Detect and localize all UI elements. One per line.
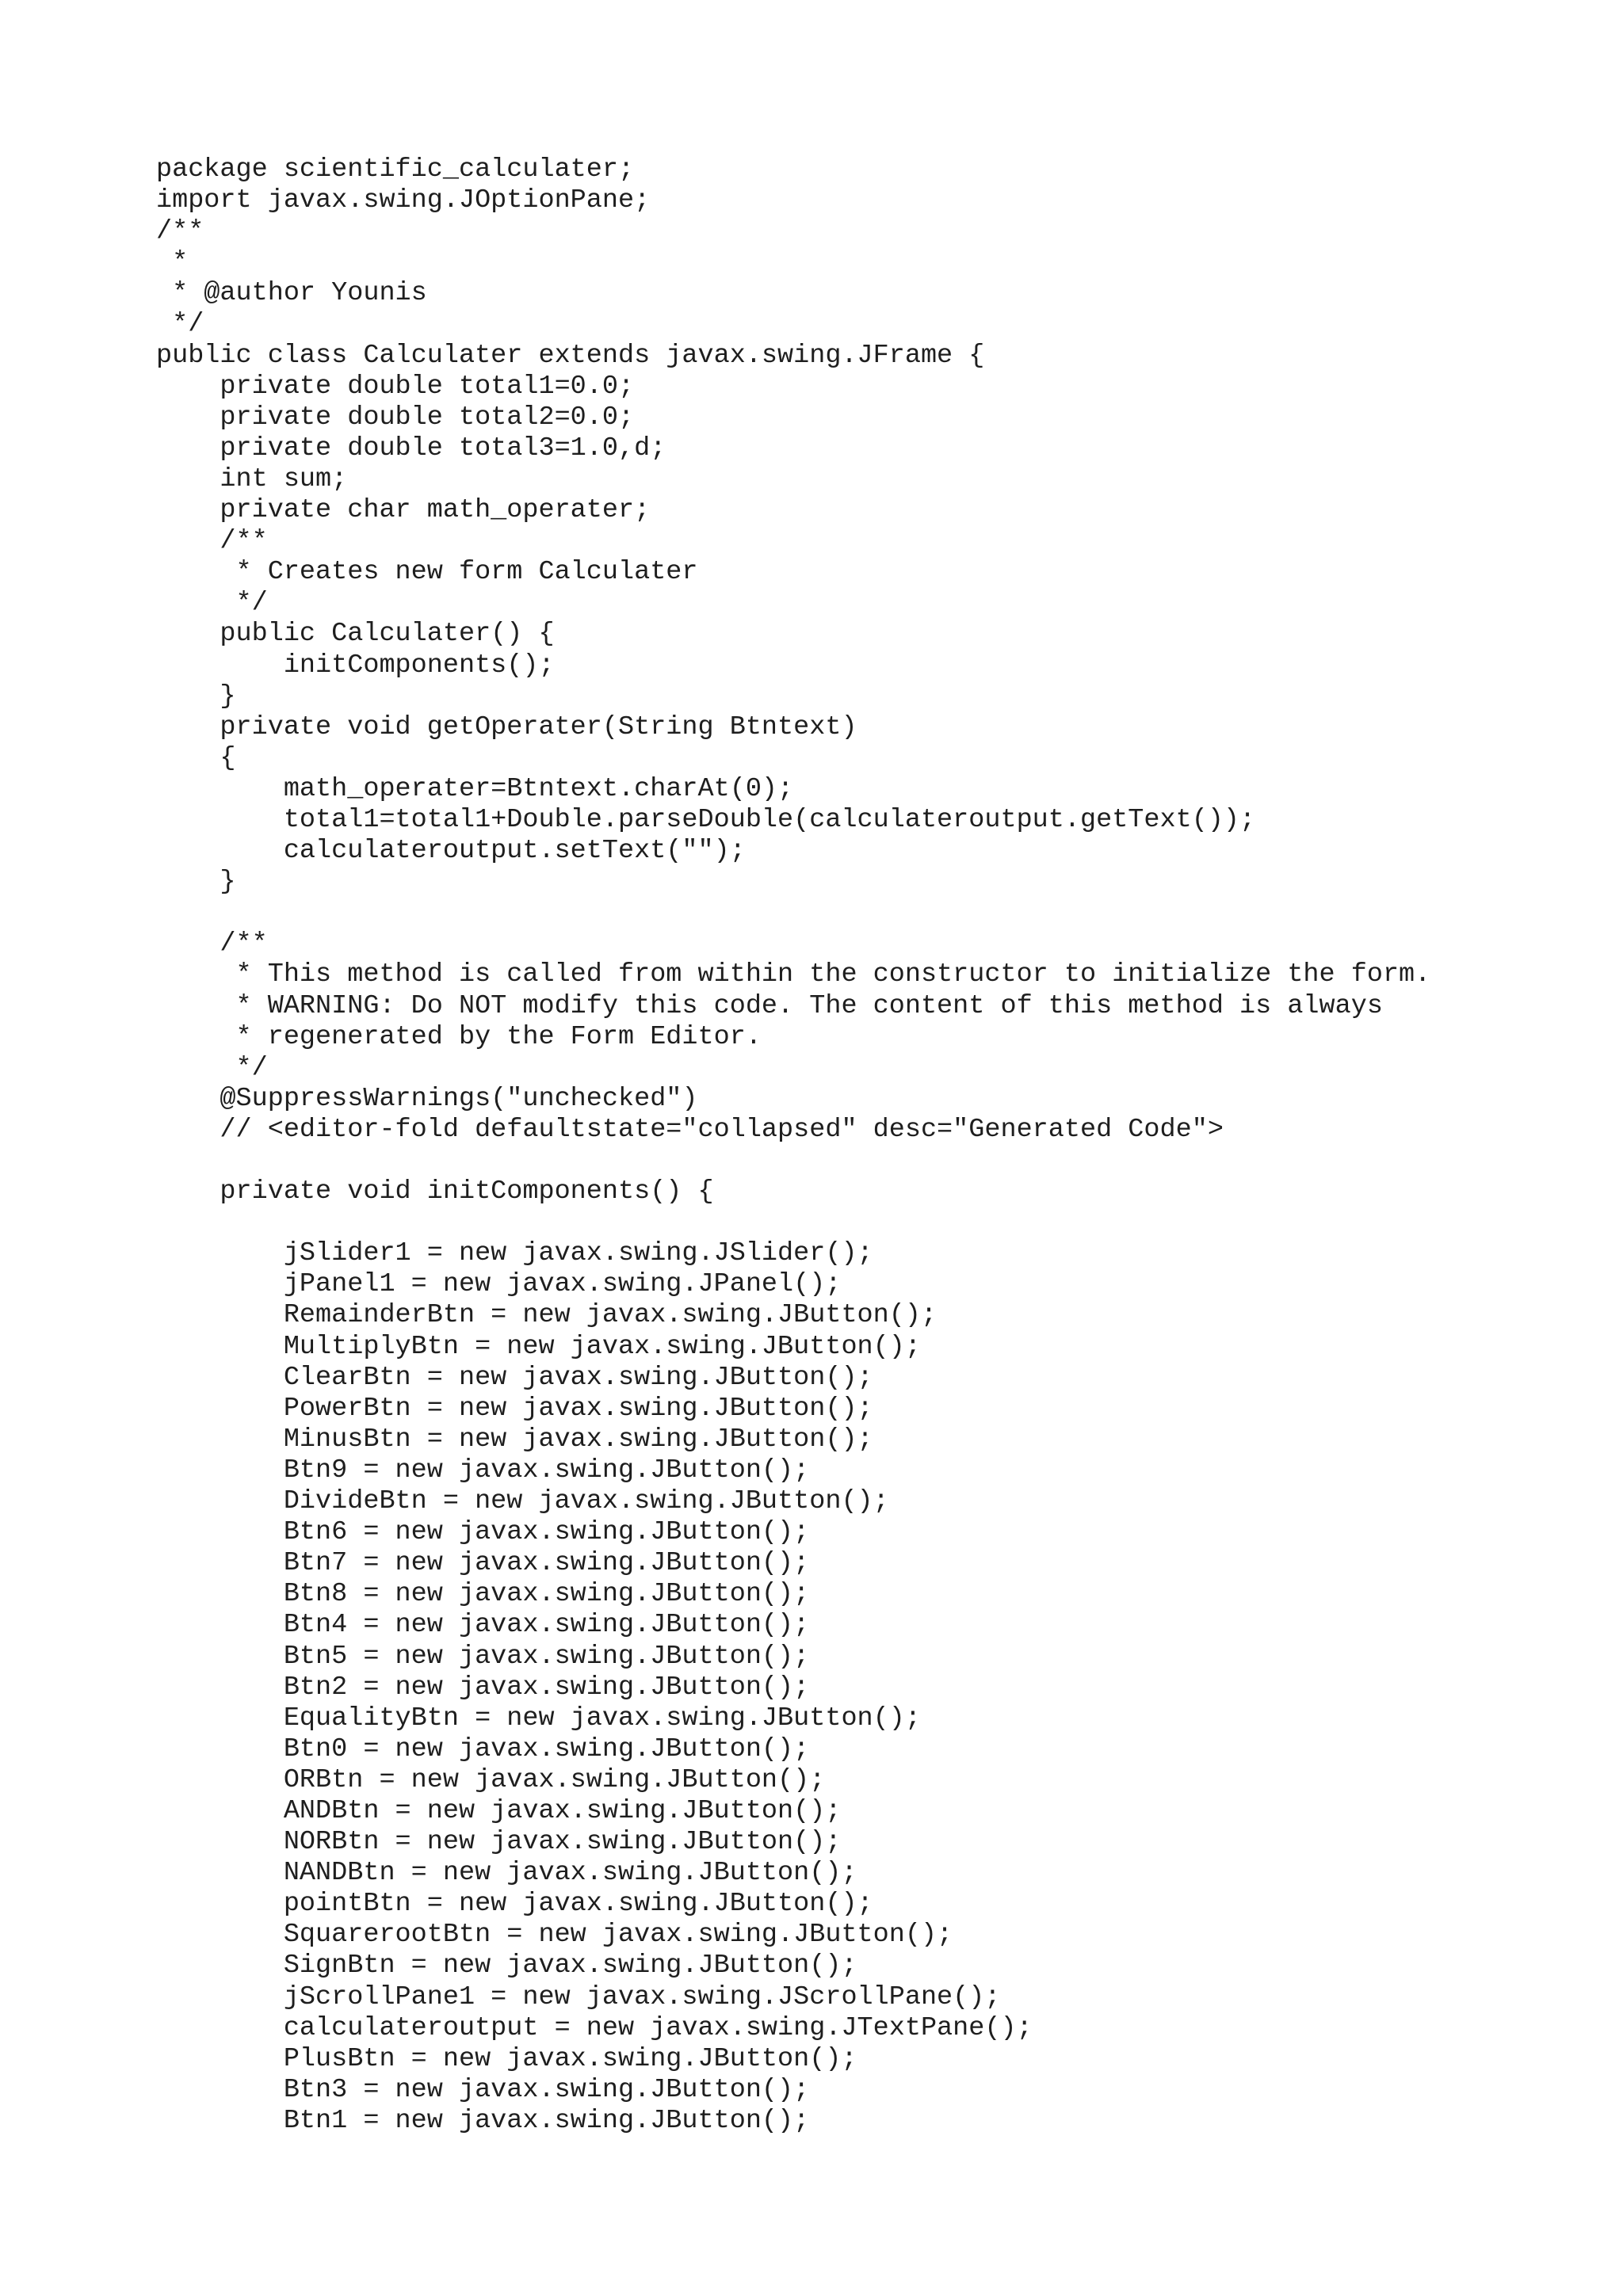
code-line: [156, 1146, 1430, 1177]
code-line: RemainderBtn = new javax.swing.JButton();: [156, 1300, 938, 1331]
code-line: PowerBtn = new javax.swing.JButton();: [156, 1393, 873, 1424]
code-line: calculateroutput = new javax.swing.JTextPane();: [156, 2012, 1033, 2043]
code-line: Btn7 = new javax.swing.JButton();: [156, 1548, 810, 1579]
code-line: Btn4 = new javax.swing.JButton();: [156, 1610, 810, 1641]
code-line: private double total2=0.0;: [156, 402, 635, 433]
code-line: }: [156, 867, 236, 898]
code-line: */: [156, 309, 204, 340]
code-line: SquarerootBtn = new javax.swing.JButton();: [156, 1920, 953, 1951]
code-line: import javax.swing.JOptionPane;: [156, 185, 651, 216]
code-line: private void initComponents() {: [156, 1177, 714, 1207]
code-line: private void getOperater(String Btntext): [156, 711, 857, 742]
code-line: @SuppressWarnings("unchecked"): [156, 1083, 698, 1114]
code-line: private char math_operater;: [156, 495, 651, 526]
code-line: * WARNING: Do NOT modify this code. The content of this method is always: [156, 990, 1383, 1021]
code-line: * This method is called from within the constructor to initialize the form.: [156, 959, 1431, 990]
code-line: * regenerated by the Form Editor.: [156, 1021, 762, 1052]
code-listing: [156, 154, 1430, 2137]
code-line: public Calculater() {: [156, 619, 555, 650]
code-line: Btn8 = new javax.swing.JButton();: [156, 1579, 810, 1610]
code-line: ANDBtn = new javax.swing.JButton();: [156, 1795, 842, 1826]
code-line: initComponents();: [156, 650, 555, 681]
code-line: Btn0 = new javax.swing.JButton();: [156, 1733, 810, 1764]
code-line: NORBtn = new javax.swing.JButton();: [156, 1827, 842, 1858]
code-line: Btn2 = new javax.swing.JButton();: [156, 1672, 810, 1703]
code-line: // <editor-fold defaultstate="collapsed" desc="Generated Code">: [156, 1114, 1224, 1145]
code-line: EqualityBtn = new javax.swing.JButton();: [156, 1703, 921, 1733]
code-line: pointBtn = new javax.swing.JButton();: [156, 1889, 873, 1920]
code-line: * Creates new form Calculater: [156, 557, 698, 588]
code-line: total1=total1+Double.parseDouble(calculateroutput.getText());: [156, 804, 1256, 835]
code-line: NANDBtn = new javax.swing.JButton();: [156, 1858, 857, 1889]
code-line: }: [156, 681, 236, 711]
code-line: * @author Younis: [156, 278, 427, 309]
code-line: /**: [156, 526, 268, 557]
code-line: Btn6 = new javax.swing.JButton();: [156, 1517, 810, 1548]
code-line: SignBtn = new javax.swing.JButton();: [156, 1951, 857, 1981]
code-line: public class Calculater extends javax.swing.JFrame {: [156, 340, 985, 371]
code-line: *: [156, 247, 189, 278]
code-line: calculateroutput.setText("");: [156, 836, 746, 867]
code-line: */: [156, 588, 268, 619]
code-line: /**: [156, 216, 204, 247]
code-line: Btn9 = new javax.swing.JButton();: [156, 1455, 810, 1486]
code-line: Btn1 = new javax.swing.JButton();: [156, 2105, 810, 2136]
code-line: ORBtn = new javax.swing.JButton();: [156, 1764, 826, 1795]
code-line: MinusBtn = new javax.swing.JButton();: [156, 1424, 873, 1455]
code-line: MultiplyBtn = new javax.swing.JButton();: [156, 1331, 921, 1362]
code-line: math_operater=Btntext.charAt(0);: [156, 773, 794, 804]
code-line: private double total3=1.0,d;: [156, 433, 666, 463]
code-line: */: [156, 1052, 268, 1083]
code-line: /**: [156, 929, 268, 959]
code-line: Btn3 = new javax.swing.JButton();: [156, 2074, 810, 2105]
code-line: ClearBtn = new javax.swing.JButton();: [156, 1362, 873, 1393]
code-line: jScrollPane1 = new javax.swing.JScrollPane();: [156, 1981, 1001, 2012]
code-line: int sum;: [156, 463, 348, 494]
code-line: {: [156, 742, 236, 773]
code-line: jSlider1 = new javax.swing.JSlider();: [156, 1238, 873, 1269]
code-line: private double total1=0.0;: [156, 371, 635, 402]
code-line: [156, 1207, 1430, 1238]
code-line: Btn5 = new javax.swing.JButton();: [156, 1641, 810, 1672]
code-line: [156, 898, 1430, 929]
code-line: jPanel1 = new javax.swing.JPanel();: [156, 1269, 842, 1300]
code-line: package scientific_calculater;: [156, 154, 635, 185]
code-line: DivideBtn = new javax.swing.JButton();: [156, 1486, 889, 1517]
code-line: PlusBtn = new javax.swing.JButton();: [156, 2043, 857, 2074]
